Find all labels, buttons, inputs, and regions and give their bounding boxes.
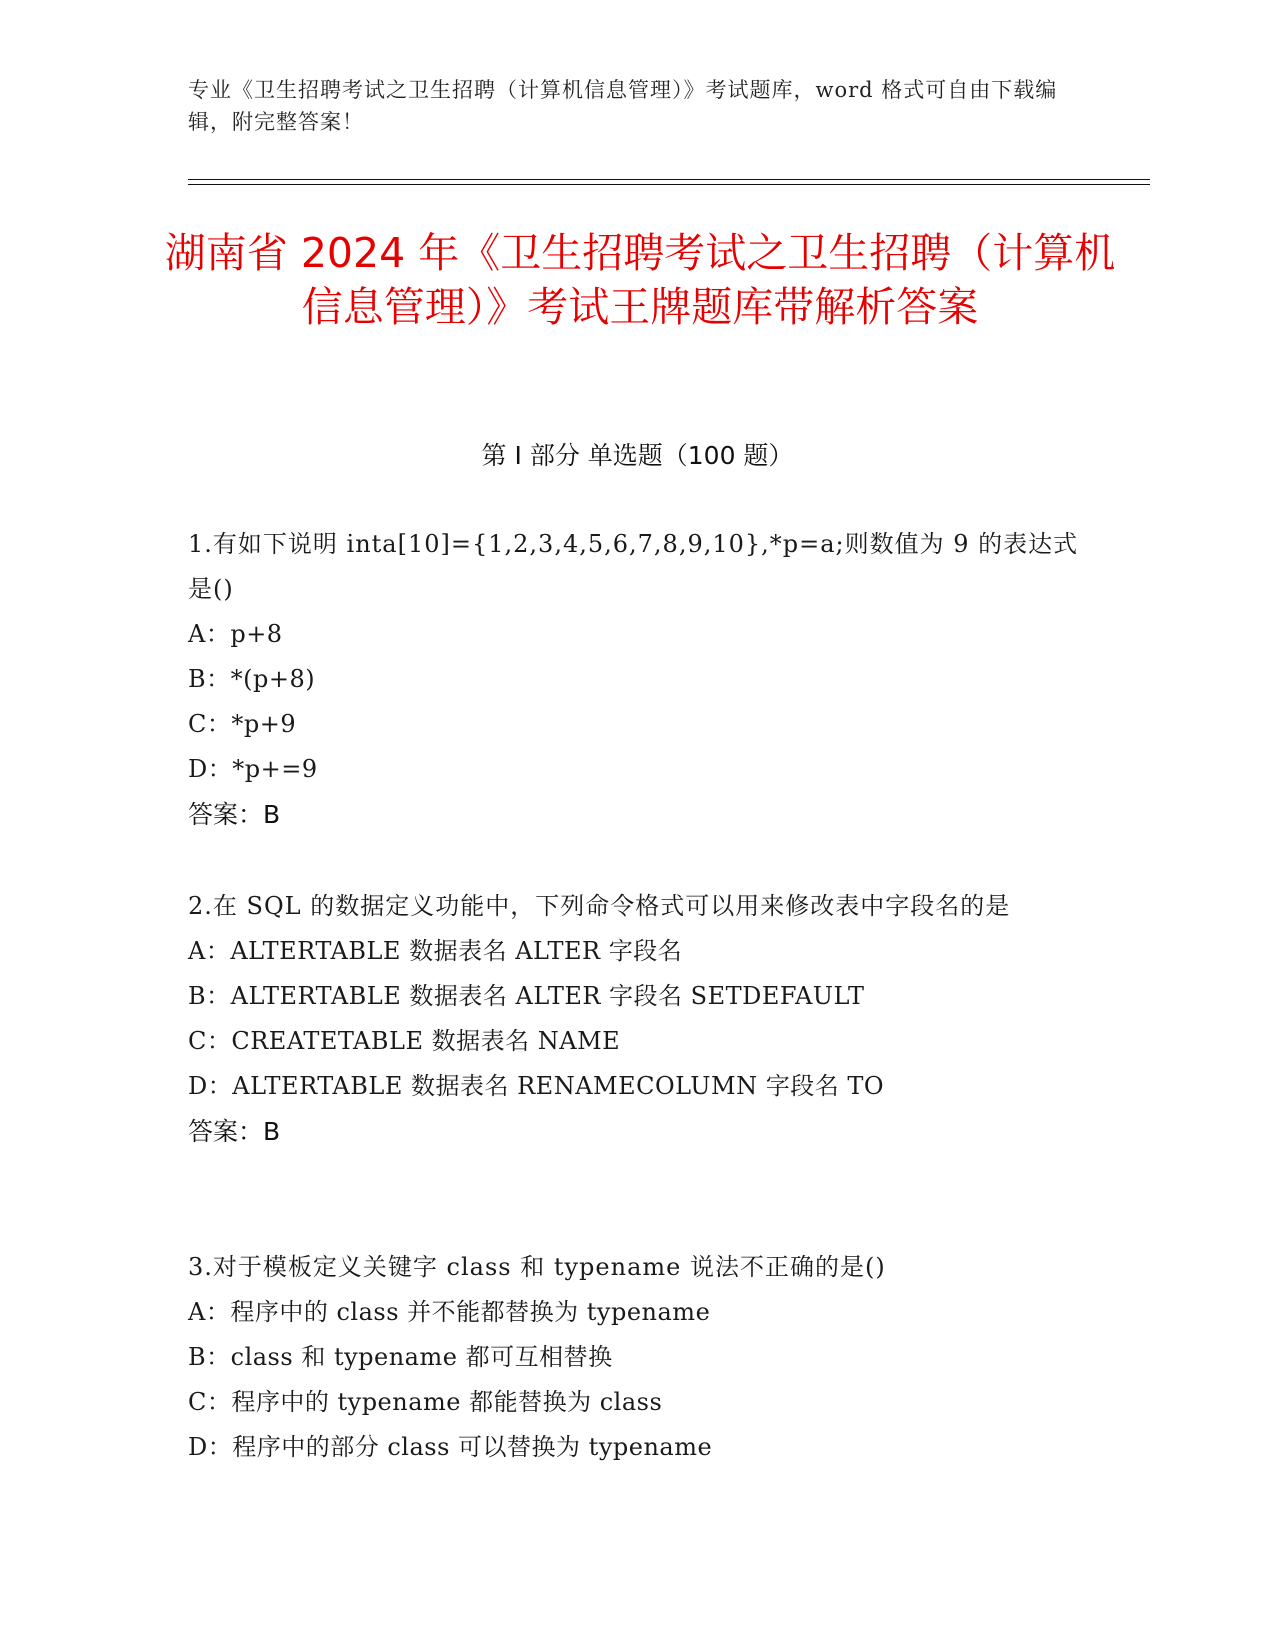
option-a: A：ALTERTABLE 数据表名 ALTER 字段名 — [188, 937, 683, 965]
option-a: A：程序中的 class 并不能都替换为 typename — [188, 1298, 711, 1326]
option-d: D：ALTERTABLE 数据表名 RENAMECOLUMN 字段名 TO — [188, 1072, 885, 1100]
option-b: B：class 和 typename 都可互相替换 — [188, 1343, 613, 1371]
option-b: B：*(p+8) — [188, 665, 316, 693]
header-note: 专业《卫生招聘考试之卫生招聘（计算机信息管理）》考试题库，word 格式可自由下载编辑，附完整答案！ — [188, 78, 1058, 134]
option-c: C：程序中的 typename 都能替换为 class — [188, 1388, 663, 1416]
answer: 答案：B — [188, 1117, 281, 1146]
document-title: 湖南省 2024 年《卫生招聘考试之卫生招聘（计算机信息管理）》考试王牌题库带解析答案 — [164, 229, 1116, 331]
option-c: C：*p+9 — [188, 710, 297, 738]
option-b: B：ALTERTABLE 数据表名 ALTER 字段名 SETDEFAULT — [188, 982, 865, 1010]
section-title: 第 I 部分 单选题（100 题） — [481, 441, 794, 470]
header-rule-bottom — [188, 184, 1150, 185]
answer: 答案：B — [188, 800, 281, 829]
header-rule-top — [188, 179, 1150, 180]
question-3 — [188, 1245, 1088, 1470]
question-text: 2.在 SQL 的数据定义功能中，下列命令格式可以用来修改表中字段名的是 — [188, 892, 1011, 920]
option-d: D：*p+=9 — [188, 755, 318, 783]
question-1 — [188, 522, 1088, 837]
option-a: A：p+8 — [188, 620, 283, 648]
option-d: D：程序中的部分 class 可以替换为 typename — [188, 1433, 713, 1461]
question-text: 1.有如下说明 inta[10]={1,2,3,4,5,6,7,8,9,10},*p=a;则数值为 9 的表达式是() — [188, 530, 1079, 603]
question-2 — [188, 884, 1088, 1154]
option-c: C：CREATETABLE 数据表名 NAME — [188, 1027, 621, 1055]
question-text: 3.对于模板定义关键字 class 和 typename 说法不正确的是() — [188, 1253, 886, 1281]
